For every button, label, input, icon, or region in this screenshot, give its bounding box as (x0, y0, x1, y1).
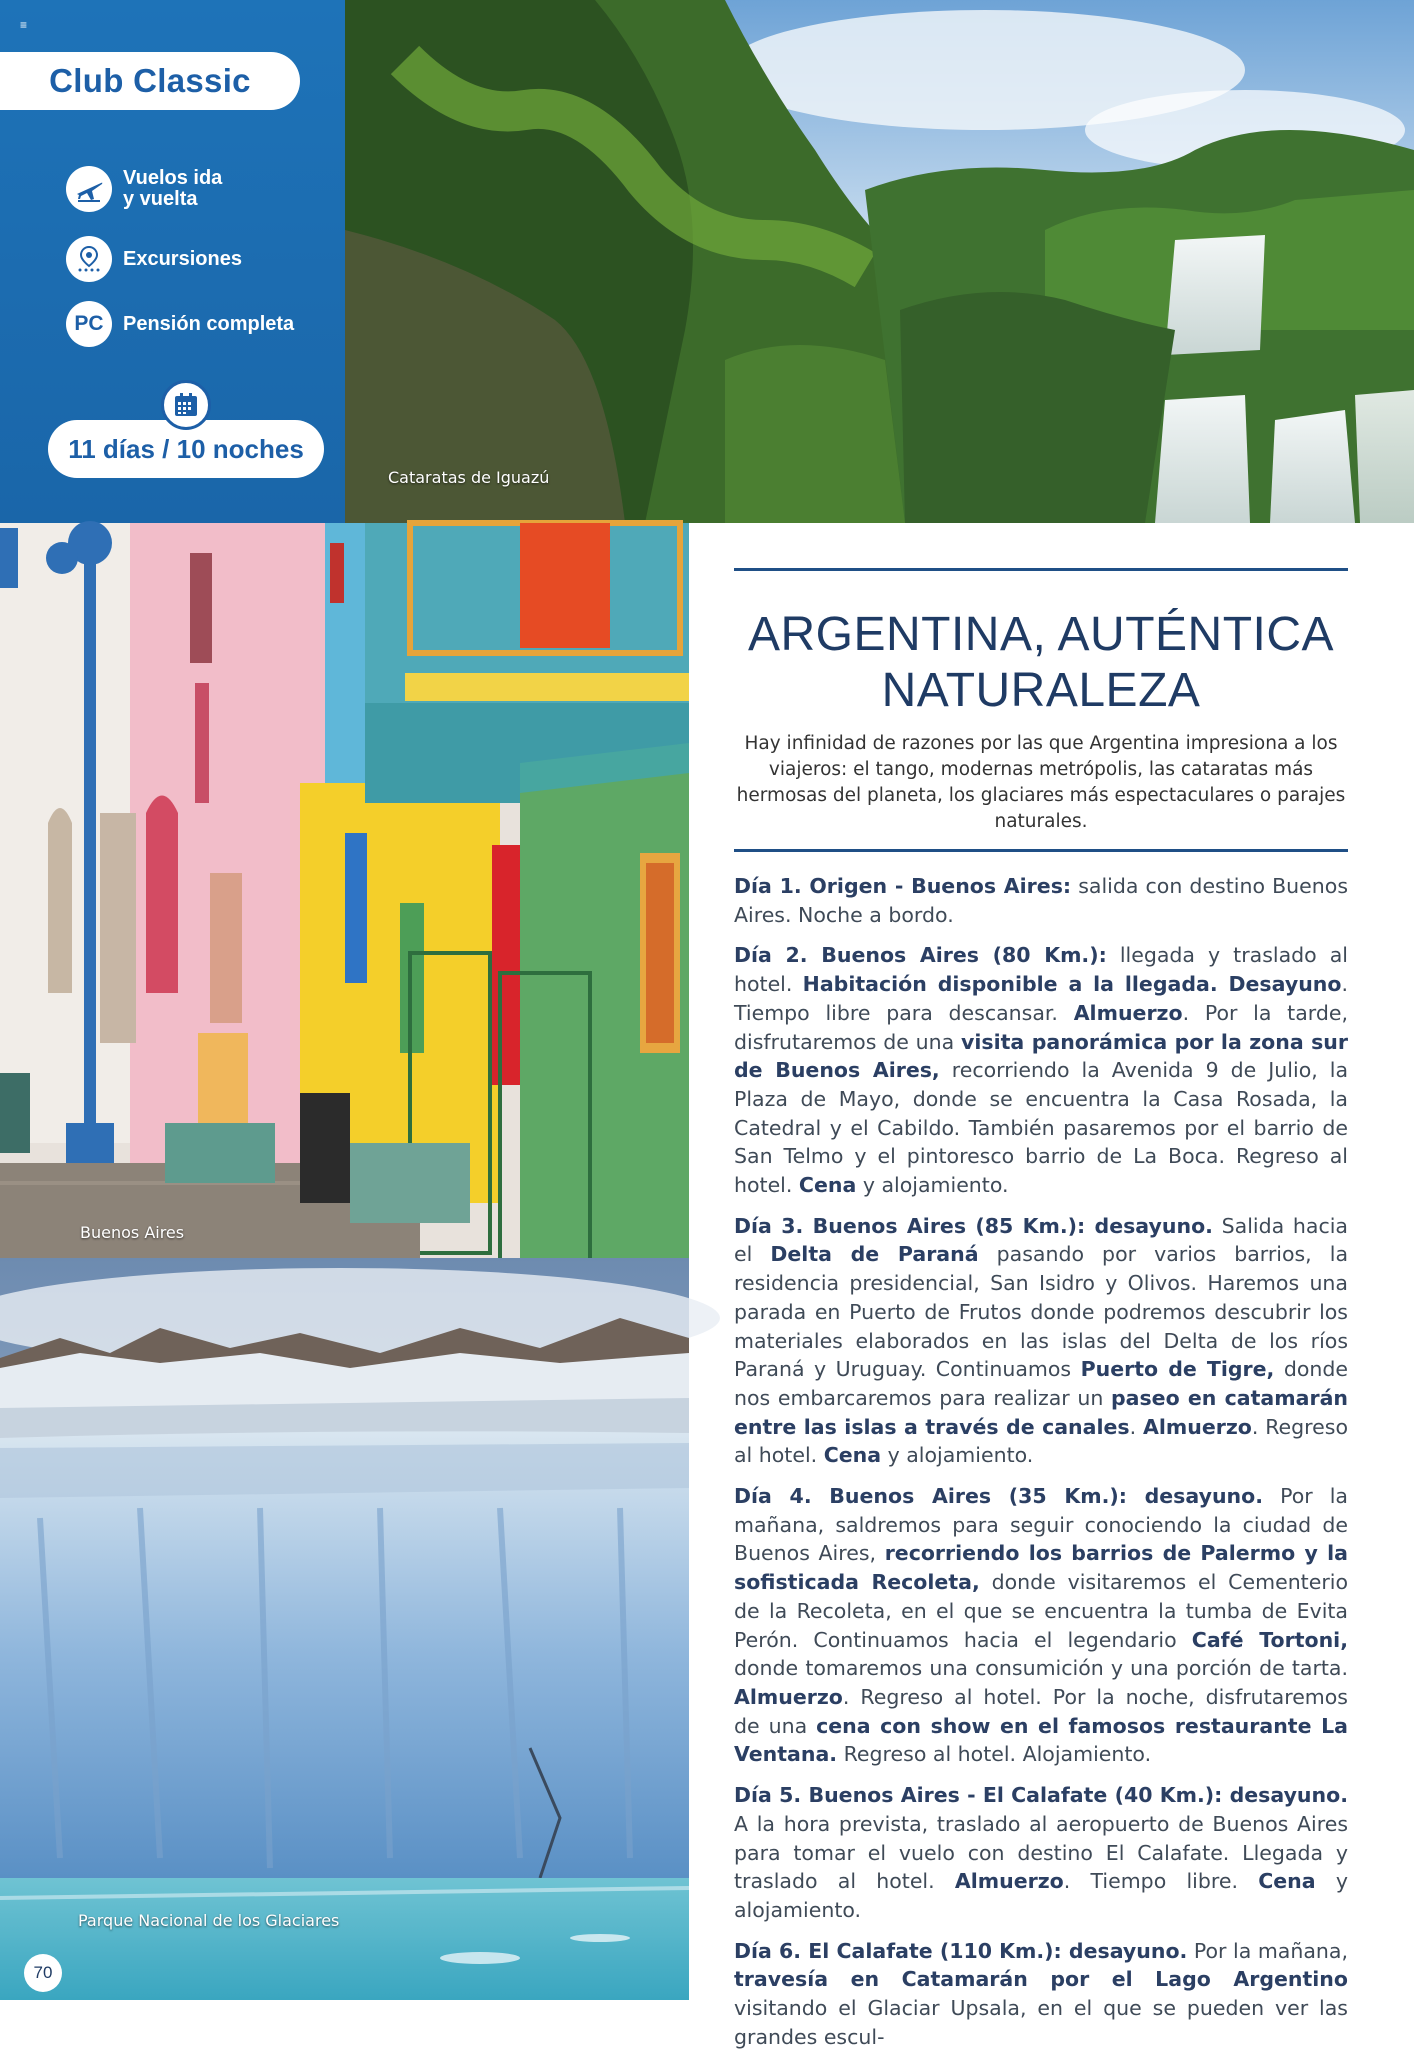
article-title: ARGENTINA, AUTÉNTICA NATURALEZA (747, 608, 1335, 717)
day-text: donde tomaremos una consumición y una porción de tarta. (734, 1656, 1348, 1681)
feature-label: Pensión completa (123, 312, 295, 335)
day-text-bold: visita panorámica por la zona sur de Buenos Aires, (734, 1029, 1348, 1083)
day-text-bold: Cena (798, 1173, 857, 1198)
duration-label: 11 días / 10 noches (68, 433, 304, 464)
sidebar-panel (0, 0, 345, 523)
brand-label: Club Classic (49, 62, 251, 99)
photo-iguazu (345, 0, 1414, 523)
day-text: . Regreso al hotel. Por la noche, disfrutaremos de una (734, 1684, 1348, 1738)
day-text: A la hora prevista, traslado al aeropuerto de Buenos Aires para tomar el vuelo con destino El Calafate. Llegada y traslado al hotel. (734, 1811, 1348, 1894)
article-intro: Hay infinidad de razones por las que Argentina impresiona a los viajeros: el tango, modernas metrópolis, las cataratas más hermosas del planeta, los glaciares más espectaculares o parajes naturales. (736, 733, 1346, 832)
day-text-bold: Almuerzo (734, 1684, 843, 1709)
day-text: Por la mañana, (1187, 1938, 1348, 1963)
day-text: . Por la tarde, disfrutaremos de una (734, 1000, 1348, 1054)
itinerary-day-1 (734, 872, 1348, 929)
day-text-bold: recorriendo los barrios de Palermo y la sofisticada Recoleta, (734, 1541, 1348, 1595)
day-text: y alojamiento. (881, 1443, 1034, 1468)
calendar-icon (161, 380, 211, 430)
feature-full-board (66, 301, 294, 347)
day-text: pasando por varios barrios, la residencia presidencial, San Isidro y Olivos. Haremos una parada en Puerto de Frutos donde podremos descubrir los materiales elaborados en las islas del Delta de los ríos Paraná y Uruguay. Continuamos (734, 1242, 1349, 1382)
top-divider (734, 568, 1348, 571)
day-text-bold: travesía en Catamarán por el Lago Argentino (734, 1967, 1348, 1992)
itinerary-day-5 (734, 1781, 1348, 1925)
day-text-bold: Cena (1258, 1869, 1316, 1894)
photo-caption: Buenos Aires (80, 1223, 185, 1242)
photo-caption: Cataratas de Iguazú (388, 468, 550, 487)
feature-label: Excursiones (123, 247, 242, 270)
feature-label: Vuelos ida y vuelta (123, 167, 223, 210)
itinerary-day-3 (734, 1212, 1348, 1470)
itinerary-day-6 (734, 1937, 1348, 2052)
photo-caption: Parque Nacional de los Glaciares (78, 1911, 340, 1930)
brand-badge (0, 52, 300, 110)
day-text-bold: Día 2. Buenos Aires (80 Km.): (734, 943, 1107, 968)
day-text-bold: Día 1. Origen - Buenos Aires: (734, 874, 1072, 898)
day-text-bold: Delta de Paraná (770, 1242, 979, 1267)
day-text-bold: Día 6. El Calafate (110 Km.): desayuno. (734, 1938, 1188, 1963)
intro-divider (734, 849, 1348, 852)
airplane-icon (66, 166, 112, 212)
day-text: . Tiempo libre para descansar. (734, 972, 1349, 1025)
photo-glaciares (0, 1258, 689, 2000)
day-text-bold: Habitación disponible a la llegada. Desayuno (802, 972, 1342, 997)
day-text: . Tiempo libre. (1063, 1869, 1259, 1894)
itinerary-day-2 (734, 941, 1348, 1199)
day-text-bold: Cena (823, 1443, 882, 1468)
day-text-bold: Puerto de Tigre, (1080, 1357, 1275, 1382)
day-text: visitando el Glaciar Upsala, en el que se pueden ver las grandes escul- (734, 1996, 1348, 2049)
day-text: y alojamiento. (856, 1173, 1009, 1198)
day-text-bold: Café Tortoni, (1191, 1627, 1348, 1652)
day-text-bold: cena con show en el famosos restaurante La Ventana. (734, 1713, 1348, 1767)
day-text-bold: Almuerzo (954, 1869, 1064, 1894)
itinerary-day-4 (734, 1482, 1348, 1769)
day-text: donde nos embarcaremos para realizar un (734, 1357, 1348, 1410)
day-text-bold: Almuerzo (1073, 1000, 1183, 1025)
day-text: Por la mañana, saldremos para seguir conociendo la ciudad de Buenos Aires, (734, 1484, 1348, 1566)
feature-excursions (66, 236, 242, 282)
day-text-bold: Día 4. Buenos Aires (35 Km.): desayuno. (734, 1484, 1264, 1509)
day-text-bold: paseo en catamarán entre las islas a través de canales (734, 1385, 1348, 1439)
pc-badge-icon (66, 301, 112, 347)
day-text-bold: Día 3. Buenos Aires (85 Km.): desayuno. (734, 1213, 1213, 1238)
day-text: . Regreso al hotel. (734, 1414, 1348, 1468)
itinerary-days (734, 872, 1348, 2051)
day-text: llegada y traslado al hotel. (734, 943, 1348, 997)
pc-badge-text: PC (74, 312, 104, 335)
day-text-bold: Almuerzo (1142, 1414, 1252, 1439)
day-text: Salida hacia el (734, 1213, 1348, 1267)
day-text: . (1129, 1414, 1143, 1439)
day-text: Regreso al hotel. Alojamiento. (837, 1742, 1152, 1767)
day-text: recorriendo la Avenida 9 de Julio, la Plaza de Mayo, donde se encuentra la Casa Rosada, la Catedral y el Cabildo. También pasaremos por el barrio de San Telmo y el pintoresco barrio de La Boca. Regreso al hotel. (734, 1058, 1349, 1198)
day-text-bold: Día 5. Buenos Aires - El Calafate (40 Km.): desayuno. (734, 1783, 1348, 1808)
feature-flights (66, 166, 222, 212)
day-text: donde visitaremos el Cementerio de la Recoleta, en el que se encuentra la tumba de Evita Perón. Continuamos hacia el legendario (734, 1570, 1348, 1652)
location-pin-icon (66, 236, 112, 282)
day-text: salida con destino Buenos Aires. Noche a bordo. (734, 874, 1348, 927)
itinerary-article (734, 568, 1348, 2063)
page-number: 70 (24, 1954, 62, 1992)
menu-icon: ≡ (20, 18, 28, 32)
photo-buenos-aires (0, 523, 689, 1258)
day-text: y alojamiento. (734, 1869, 1348, 1922)
